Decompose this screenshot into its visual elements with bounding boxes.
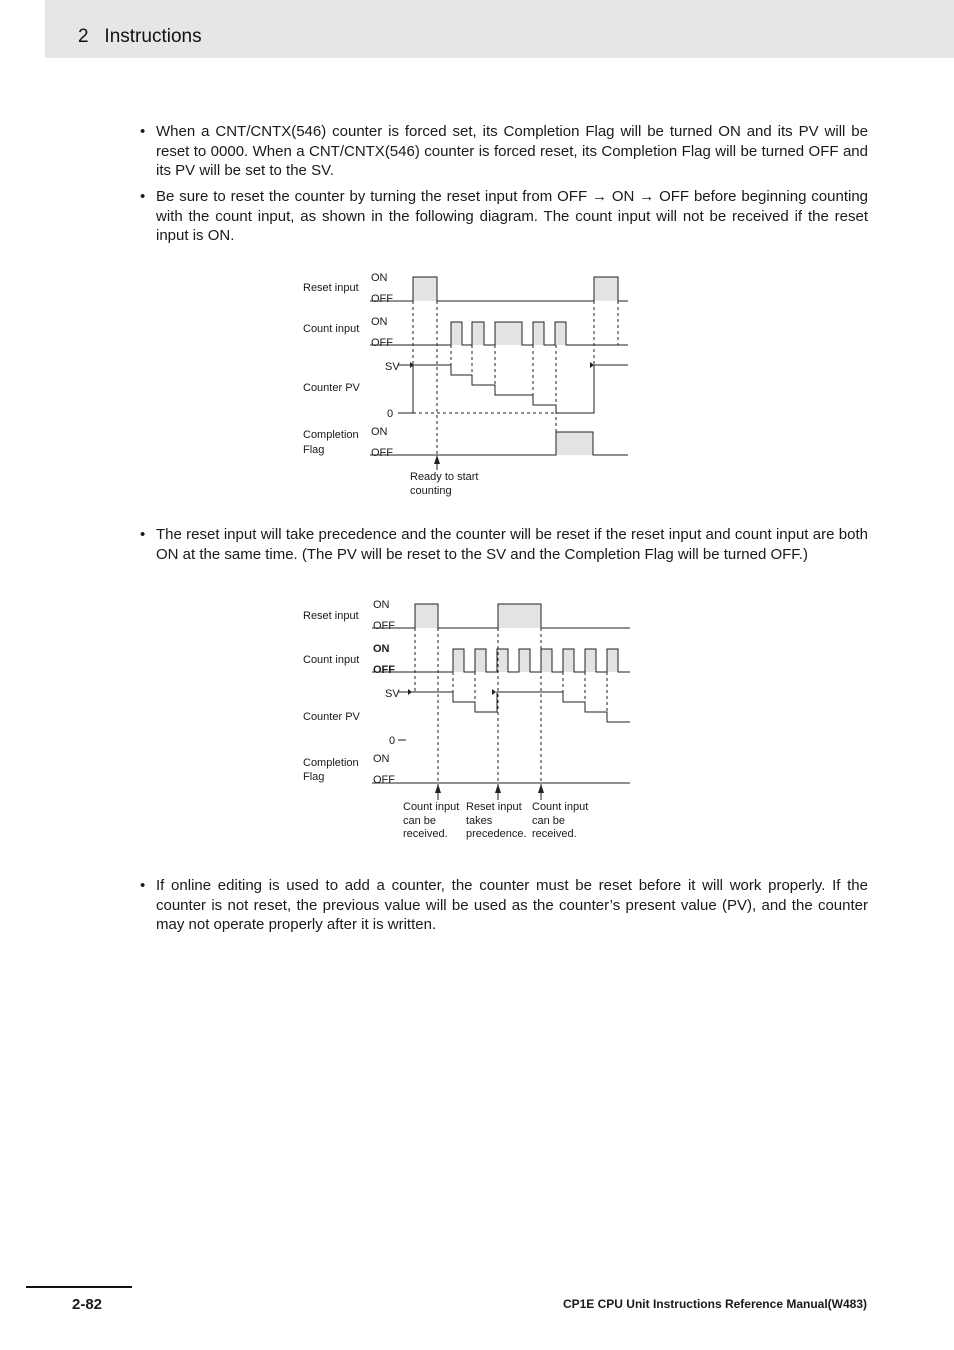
arrow-right-icon bbox=[408, 689, 412, 695]
bullet-dot: • bbox=[140, 123, 146, 140]
paragraph-text: Be sure to reset the counter by turning the reset input from OFF → ON → OFF before beginning counting with the count input, as shown in the following diagram. The count input will not be received if the reset input is ON. bbox=[156, 188, 868, 244]
level-on-count: ON bbox=[373, 643, 390, 655]
level-off-reset: OFF bbox=[371, 293, 393, 305]
paragraph-text: When a CNT/CNTX(546) counter is forced set, its Completion Flag will be turned ON and its PV will be reset to 0000. When a CNT/CNTX(546) counter is forced reset, its Completion Flag will be turned OFF and its PV will be set to the SV. bbox=[156, 123, 868, 179]
level-sv: SV bbox=[385, 361, 400, 373]
label-count-input: Count input bbox=[303, 323, 360, 335]
label-reset-input: Reset input bbox=[303, 610, 359, 622]
level-on-flag: ON bbox=[371, 426, 388, 438]
bullet-dot: • bbox=[140, 188, 146, 205]
level-off-reset: OFF bbox=[373, 620, 395, 632]
count-pulse-fill bbox=[585, 649, 596, 672]
level-on-flag: ON bbox=[373, 753, 390, 765]
section-number: 2 bbox=[78, 26, 89, 47]
level-zero: 0 bbox=[389, 735, 396, 747]
level-off-flag: OFF bbox=[371, 447, 393, 459]
arrow-up-icon bbox=[538, 784, 544, 793]
paragraph-text: The reset input will take precedence and the counter will be reset if the reset input and count input are both ON at the same time. (The PV will be reset to the SV and the Completion Flag will be turned OFF.) bbox=[156, 526, 868, 563]
level-on-reset: ON bbox=[373, 599, 390, 611]
callout-count-received-2: can be bbox=[532, 815, 566, 827]
level-off-flag: OFF bbox=[373, 774, 395, 786]
callout-count-received-1: Count input bbox=[403, 801, 460, 813]
count-pulse-fill bbox=[541, 649, 552, 672]
count-pulse-fill bbox=[607, 649, 618, 672]
counter-pv-waveform bbox=[398, 692, 630, 722]
arrow-right-icon bbox=[492, 689, 496, 695]
manual-title: CP1E CPU Unit Instructions Reference Manual(W483) bbox=[562, 1297, 867, 1311]
callout-ready-2: counting bbox=[410, 485, 452, 497]
callout-count-received-1: received. bbox=[403, 828, 448, 840]
count-pulse-fill bbox=[475, 649, 486, 672]
label-counter-pv: Counter PV bbox=[303, 382, 360, 394]
level-sv: SV bbox=[385, 688, 400, 700]
level-zero: 0 bbox=[387, 408, 394, 420]
callout-count-received-1: can be bbox=[403, 815, 437, 827]
count-pulse-fill bbox=[453, 649, 464, 672]
label-completion-flag-2: Flag bbox=[303, 771, 325, 783]
arrow-up-icon bbox=[435, 784, 441, 793]
label-completion-flag: Completion bbox=[303, 757, 359, 769]
callout-reset-precedence: takes bbox=[466, 815, 493, 827]
count-pulse-fill bbox=[519, 649, 530, 672]
callout-count-received-2: received. bbox=[532, 828, 577, 840]
bullet-dot: • bbox=[140, 526, 146, 543]
level-on-reset: ON bbox=[371, 272, 388, 284]
level-off-count: OFF bbox=[373, 664, 395, 676]
callout-reset-precedence: precedence. bbox=[466, 828, 527, 840]
arrow-up-icon bbox=[495, 784, 501, 793]
label-completion-flag: Completion bbox=[303, 429, 359, 441]
count-pulse-fill bbox=[563, 649, 574, 672]
reset-pulse-fill bbox=[415, 604, 438, 628]
count-pulse-fill bbox=[497, 649, 508, 672]
level-off-count: OFF bbox=[371, 337, 393, 349]
bullet-dot: • bbox=[140, 877, 146, 894]
callout-ready: Ready to start bbox=[410, 471, 479, 483]
callout-count-received-2: Count input bbox=[532, 801, 589, 813]
bullet-paragraph-online-editing bbox=[140, 876, 868, 935]
callout-reset-precedence: Reset input bbox=[466, 801, 522, 813]
section-title: Instructions bbox=[104, 26, 202, 47]
level-on-count: ON bbox=[371, 316, 388, 328]
label-completion-flag-2: Flag bbox=[303, 444, 325, 456]
page-number: 2-82 bbox=[72, 1296, 103, 1313]
paragraph-text: If online editing is used to add a counter, the counter must be reset before it will work properly. If the counter is not reset, the previous value will be used as the counter’s present value (PV), and the counter may not operate properly after it is written. bbox=[156, 877, 868, 933]
footer-rule bbox=[26, 1286, 132, 1288]
label-counter-pv: Counter PV bbox=[303, 711, 360, 723]
label-count-input: Count input bbox=[303, 654, 360, 666]
label-reset-input: Reset input bbox=[303, 282, 359, 294]
reset-pulse-fill bbox=[498, 604, 541, 628]
